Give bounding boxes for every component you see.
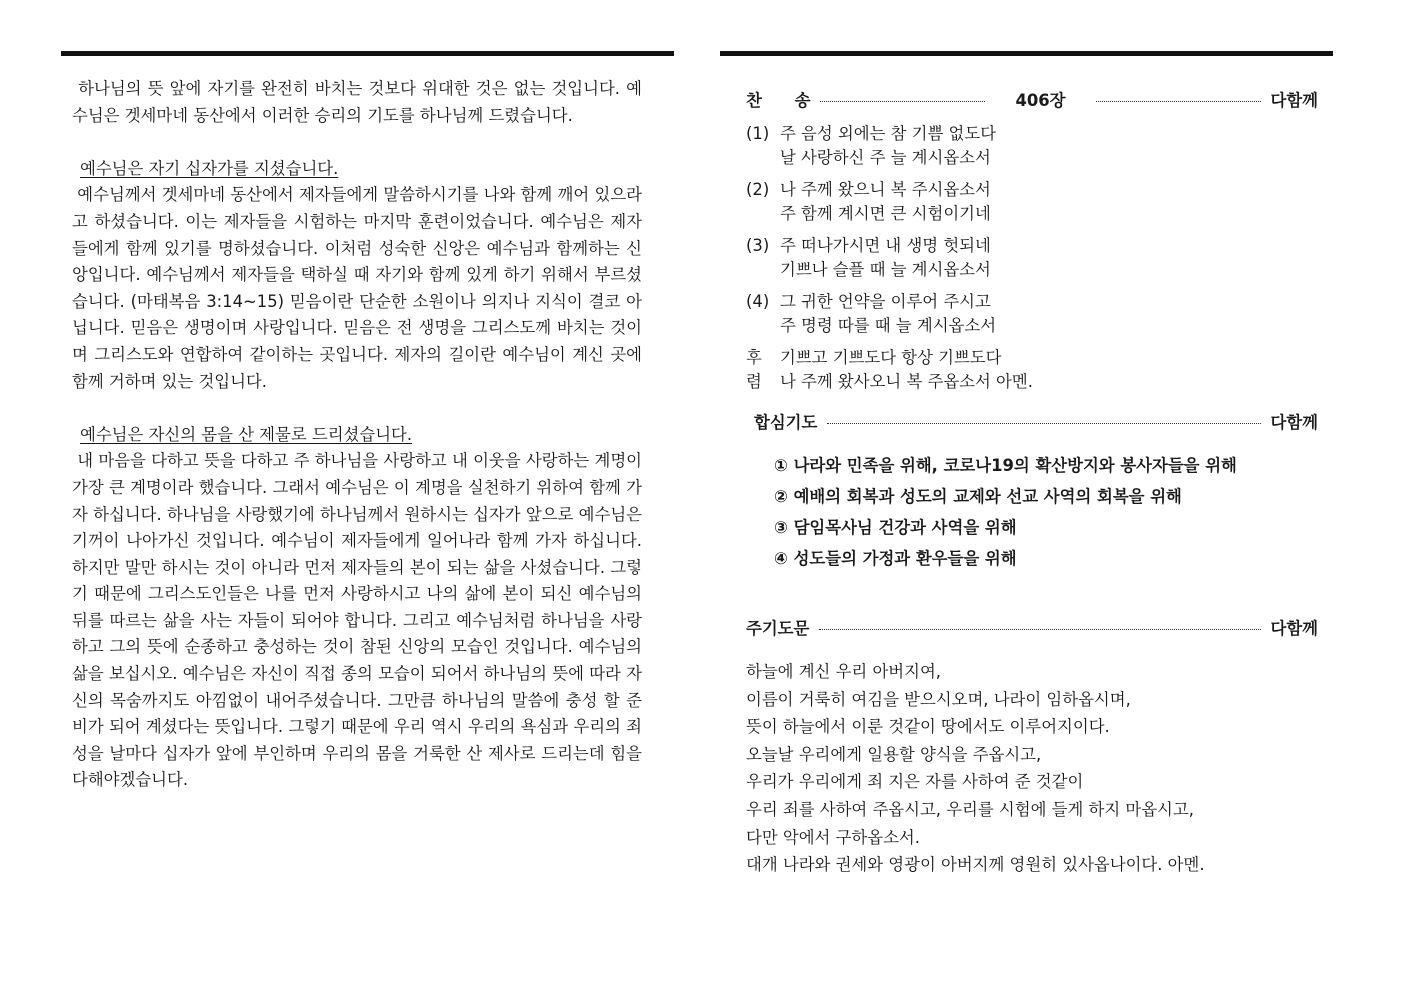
section2-body: 내 마음을 다하고 뜻을 다하고 주 하나님을 사랑하고 내 이웃을 사랑하는 계명이 가장 큰 계명이라 했습니다. 그래서 예수님은 이 계명을 실천하기 위하여 함께 가자 하십니다. 하나님을 사랑했기에 하나님께서 원하시는 십자가 앞으로 예수님은 기꺼이 나아가신 것입니다. 예수님이 제자들에게 일어나라 함께 가자 하십니다. 하지만 말만 하시는 것이 아니라 먼저 제자들의 본이 되는 삶을 사셨습니다. 그렇기 때문에 그리스도인들은 나를 먼저 사랑하시고 나의 삶에 본이 되신 예수님의 뒤를 따르는 삶을 사는 자들이 되어야 합니다. 그리고 예수님처럼 하나님을 사랑하고 그의 뜻에 순종하고 충성하는 것이 참된 신앙의 모습인 것입니다. 예수님의 삶을 보십시오. 예수님은 자신이 직접 종의 모습이 되어서 하나님의 뜻에 따라 자신의 목숨까지도 아낌없이 내어주셨습니다. 그만큼 하나님의 말씀에 충성 할 준비가 되어 계셨다는 뜻입니다. 그렇기 때문에 우리 역시 우리의 욕심과 우리의 죄성을 날마다 십자가 앞에 부인하며 우리의 몸을 거룩한 산 제사로 드리는데 힘을 다해야겠습니다. — [72, 451, 642, 790]
prayer-line: 뜻이 하늘에서 이룬 것같이 땅에서도 이루어지이다. — [746, 717, 1110, 737]
left-top-rule — [61, 51, 674, 56]
prayer-line: 다만 악에서 구하옵소서. — [746, 827, 920, 847]
verse-3 — [746, 234, 1318, 282]
sermon-column — [72, 76, 642, 794]
prayer-line: 우리 죄를 사하여 주옵시고, 우리를 시험에 들게 하지 마옵시고, — [746, 799, 1194, 819]
lords-prayer-who: 다함께 — [1270, 619, 1318, 638]
prayer-who: 다함께 — [1270, 413, 1318, 432]
leader-dots — [819, 629, 1260, 630]
intro-paragraph: 하나님의 뜻 앞에 자기를 완전히 바치는 것보다 위대한 것은 없는 것입니다. 예수님은 겟세마네 동산에서 이러한 승리의 기도를 하나님께 드렸습니다. — [72, 79, 642, 125]
section2-heading: 예수님은 자신의 몸을 산 제물로 드리셨습니다. — [80, 424, 413, 444]
list-item: ① 나라와 민족을 위해, 코로나19의 확산방지와 봉사자들을 위해 — [774, 456, 1237, 475]
leader-dots — [1096, 101, 1261, 102]
verse-line: 주 음성 외에는 참 기쁨 없도다 — [780, 124, 997, 143]
prayer-line: 대개 나라와 권세와 영광이 아버지께 영원히 있사옵나이다. 아멘. — [746, 855, 1205, 875]
prayer-line: 하늘에 계신 우리 아버지여, — [746, 662, 942, 681]
prayer-label: 합심기도 — [754, 413, 818, 432]
hymn-label: 찬 송 — [746, 91, 811, 110]
prayer-line: 우리가 우리에게 죄 지은 자를 사하여 준 것같이 — [746, 772, 1084, 792]
verse-line: 그 귀한 언약을 이루어 주시고 — [780, 292, 991, 311]
verse-line: 주 떠나가시면 내 생명 헛되네 — [780, 236, 991, 255]
verse-1 — [746, 122, 1318, 170]
refrain — [746, 346, 1318, 394]
right-top-rule — [720, 51, 1333, 56]
refrain-line: 나 주께 왔사오니 복 주옵소서 아멘. — [780, 372, 1033, 391]
section1-heading: 예수님은 자기 십자가를 지셨습니다. — [80, 158, 339, 178]
verse-line: 나 주께 왔으니 복 주시옵소서 — [780, 180, 991, 199]
verse-number: (3) — [746, 236, 770, 255]
hymn-number: 406장 — [1015, 91, 1066, 110]
lords-prayer-label: 주기도문 — [746, 619, 810, 638]
verse-line: 날 사랑하신 주 늘 계시옵소서 — [780, 148, 991, 167]
refrain-line: 기쁘고 기쁘도다 항상 기쁘도다 — [780, 348, 1002, 367]
lords-prayer-header — [746, 612, 1318, 642]
verse-number: (2) — [746, 180, 770, 199]
hymn-header — [746, 84, 1318, 114]
verse-number: (4) — [746, 292, 770, 311]
prayer-header — [754, 406, 1318, 436]
hymn-verses — [746, 122, 1318, 394]
verse-number: (1) — [746, 124, 770, 143]
lords-prayer-text — [746, 658, 1318, 879]
prayer-line: 오늘날 우리에게 일용할 양식을 주옵시고, — [746, 744, 1042, 764]
verse-line: 기쁘나 슬플 때 늘 계시옵소서 — [780, 260, 991, 279]
verse-2 — [746, 178, 1318, 226]
list-item: ④ 성도들의 가정과 환우들을 위해 — [774, 549, 1017, 568]
leader-dots — [820, 101, 985, 102]
hymn-who: 다함께 — [1270, 91, 1319, 110]
verse-4 — [746, 290, 1318, 338]
verse-line: 주 명령 따를 때 늘 계시옵소서 — [780, 316, 997, 335]
order-of-service — [746, 84, 1318, 879]
prayer-line: 이름이 거룩히 여김을 받으시오며, 나라이 임하옵시며, — [746, 689, 1131, 709]
verse-line: 주 함께 계시면 큰 시험이기네 — [780, 204, 991, 223]
refrain-label: 후 — [746, 348, 762, 367]
prayer-items — [774, 450, 1318, 574]
section1-body: 예수님께서 겟세마네 동산에서 제자들에게 말씀하시기를 나와 함께 깨어 있으라고 하셨습니다. 이는 제자들을 시험하는 마지막 훈련이었습니다. 예수님은 제자들에게 함께 있기를 명하셨습니다. 이처럼 성숙한 신앙은 예수님과 함께하는 신앙입니다. 예수님께서 제자들을 택하실 때 자기와 함께 있게 하기 위해서 부르셨습니다. (마태복음 3:14~15) 믿음이란 단순한 소원이나 의지나 지식이 결코 아닙니다. 믿음은 생명이며 사랑입니다. 믿음은 전 생명을 그리스도께 바치는 것이며 그리스도와 연합하여 같이하는 곳입니다. 제자의 길이란 예수님이 계신 곳에 함께 거하며 있는 것입니다. — [72, 185, 642, 391]
refrain-label: 렴 — [746, 372, 762, 391]
list-item: ② 예배의 회복과 성도의 교제와 선교 사역의 회복을 위해 — [774, 487, 1182, 506]
list-item: ③ 담임목사님 건강과 사역을 위해 — [774, 518, 1017, 537]
leader-dots — [827, 423, 1260, 424]
